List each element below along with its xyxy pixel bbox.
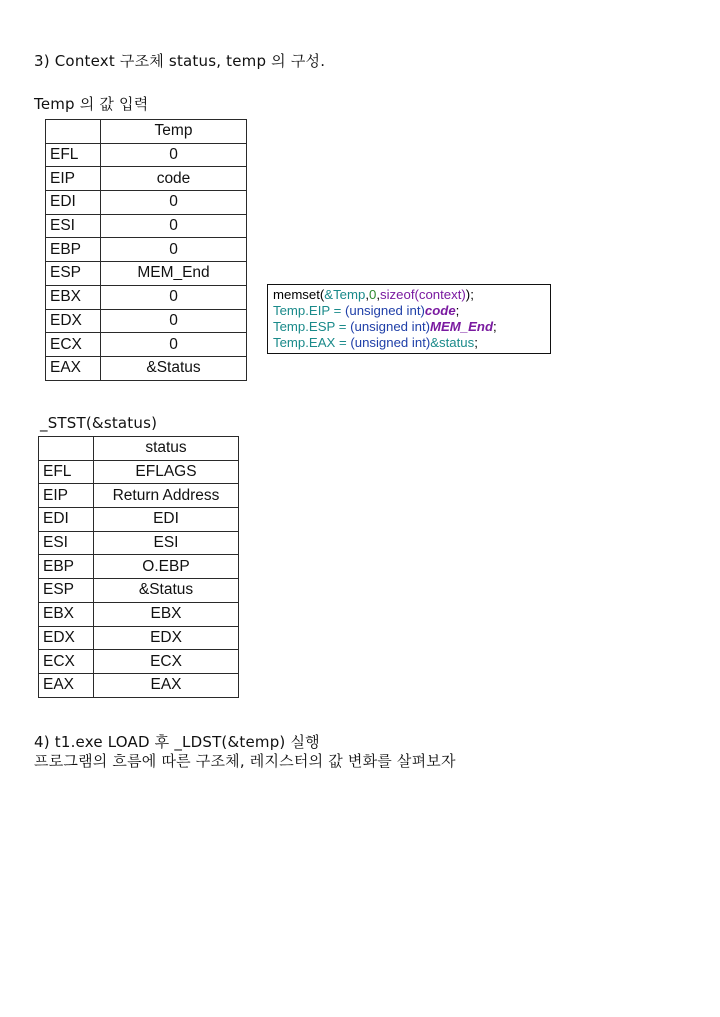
- code-token: =: [329, 303, 345, 318]
- table-row: [46, 143, 247, 167]
- temp-table: [45, 119, 247, 381]
- table-row: [46, 333, 247, 357]
- code-line-esp: [273, 319, 550, 335]
- register-value: &Status: [94, 579, 239, 603]
- code-token: ,: [365, 287, 370, 302]
- code-token: MEM_End: [430, 319, 494, 334]
- register-value: EBX: [94, 602, 239, 626]
- table-row: [46, 191, 247, 215]
- code-token: ;: [455, 303, 460, 318]
- section-3-heading: 3) Context 구조체 status, temp 의 구성.: [34, 52, 326, 70]
- register-value: ESI: [94, 531, 239, 555]
- section-4-heading: 4) t1.exe LOAD 후 _LDST(&temp) 실행: [34, 733, 320, 751]
- register-name: EBP: [46, 238, 101, 262]
- table-row: [39, 650, 239, 674]
- register-name: EBP: [39, 555, 94, 579]
- table-header-cell: Temp: [101, 120, 247, 144]
- register-value: 0: [101, 214, 247, 238]
- register-name: ESP: [46, 262, 101, 286]
- code-token: sizeof(context): [380, 287, 466, 302]
- code-line-eax: [273, 335, 550, 351]
- register-name: ECX: [46, 333, 101, 357]
- register-value: EDX: [94, 626, 239, 650]
- code-token: Temp.ESP: [273, 319, 336, 334]
- register-name: EIP: [46, 167, 101, 191]
- code-token: Temp.EIP: [273, 303, 330, 318]
- code-token: ;: [474, 335, 478, 350]
- register-name: EAX: [46, 356, 101, 380]
- table-row: [46, 262, 247, 286]
- code-line-memset: [273, 287, 550, 303]
- register-value: 0: [101, 143, 247, 167]
- table-row: [39, 531, 239, 555]
- table-header-row: [39, 437, 239, 461]
- register-name: ESI: [39, 531, 94, 555]
- register-value: 0: [101, 238, 247, 262]
- code-line-eip: [273, 303, 550, 319]
- register-value: EAX: [94, 673, 239, 697]
- register-name: EBX: [46, 285, 101, 309]
- status-table: [38, 436, 239, 698]
- register-value: 0: [101, 285, 247, 309]
- table-row: [39, 579, 239, 603]
- code-token: =: [335, 335, 351, 350]
- register-value: 0: [101, 191, 247, 215]
- table-row: [39, 555, 239, 579]
- register-name: EDX: [46, 309, 101, 333]
- register-value: MEM_End: [101, 262, 247, 286]
- register-value: 0: [101, 333, 247, 357]
- register-name: EDI: [39, 508, 94, 532]
- code-token: (unsigned int): [344, 303, 425, 318]
- register-value: Return Address: [94, 484, 239, 508]
- code-token: &Temp: [324, 287, 366, 302]
- register-name: EBX: [39, 602, 94, 626]
- code-token: ;: [493, 319, 497, 334]
- table-row: [46, 309, 247, 333]
- table-row: [39, 460, 239, 484]
- table-header-cell: status: [94, 437, 239, 461]
- code-token: &status: [430, 335, 475, 350]
- table-row: [46, 356, 247, 380]
- code-token: =: [335, 319, 351, 334]
- register-name: ESP: [39, 579, 94, 603]
- register-value: EDI: [94, 508, 239, 532]
- code-token: ,: [376, 287, 381, 302]
- code-token: (unsigned int): [350, 319, 430, 334]
- register-value: O.EBP: [94, 555, 239, 579]
- table-row: [46, 238, 247, 262]
- table-row: [46, 214, 247, 238]
- register-name: EFL: [46, 143, 101, 167]
- table-header-row: [46, 120, 247, 144]
- register-value: EFLAGS: [94, 460, 239, 484]
- register-value: 0: [101, 309, 247, 333]
- section-4-subtext: 프로그램의 흐름에 따른 구조체, 레지스터의 값 변화를 살펴보자: [34, 752, 456, 770]
- status-caption: _STST(&status): [40, 414, 158, 432]
- register-name: ECX: [39, 650, 94, 674]
- code-token: );: [465, 287, 474, 302]
- register-name: EFL: [39, 460, 94, 484]
- table-row: [39, 626, 239, 650]
- table-row: [39, 673, 239, 697]
- code-token: Temp.EAX: [273, 335, 336, 350]
- register-name: ESI: [46, 214, 101, 238]
- register-value: &Status: [101, 356, 247, 380]
- register-value: code: [101, 167, 247, 191]
- register-name: EDX: [39, 626, 94, 650]
- register-name: EDI: [46, 191, 101, 215]
- table-row: [46, 285, 247, 309]
- temp-caption: Temp 의 값 입력: [34, 95, 149, 113]
- code-token: memset(: [273, 287, 325, 302]
- register-value: ECX: [94, 650, 239, 674]
- table-row: [46, 167, 247, 191]
- code-token: (unsigned int): [350, 335, 431, 350]
- code-snippet-box: [267, 284, 551, 354]
- register-name: EAX: [39, 673, 94, 697]
- code-token: 0: [369, 287, 377, 302]
- register-name: EIP: [39, 484, 94, 508]
- code-token: code: [424, 303, 456, 318]
- table-row: [39, 484, 239, 508]
- table-row: [39, 508, 239, 532]
- table-header-cell: [46, 120, 101, 144]
- table-row: [39, 602, 239, 626]
- table-header-cell: [39, 437, 94, 461]
